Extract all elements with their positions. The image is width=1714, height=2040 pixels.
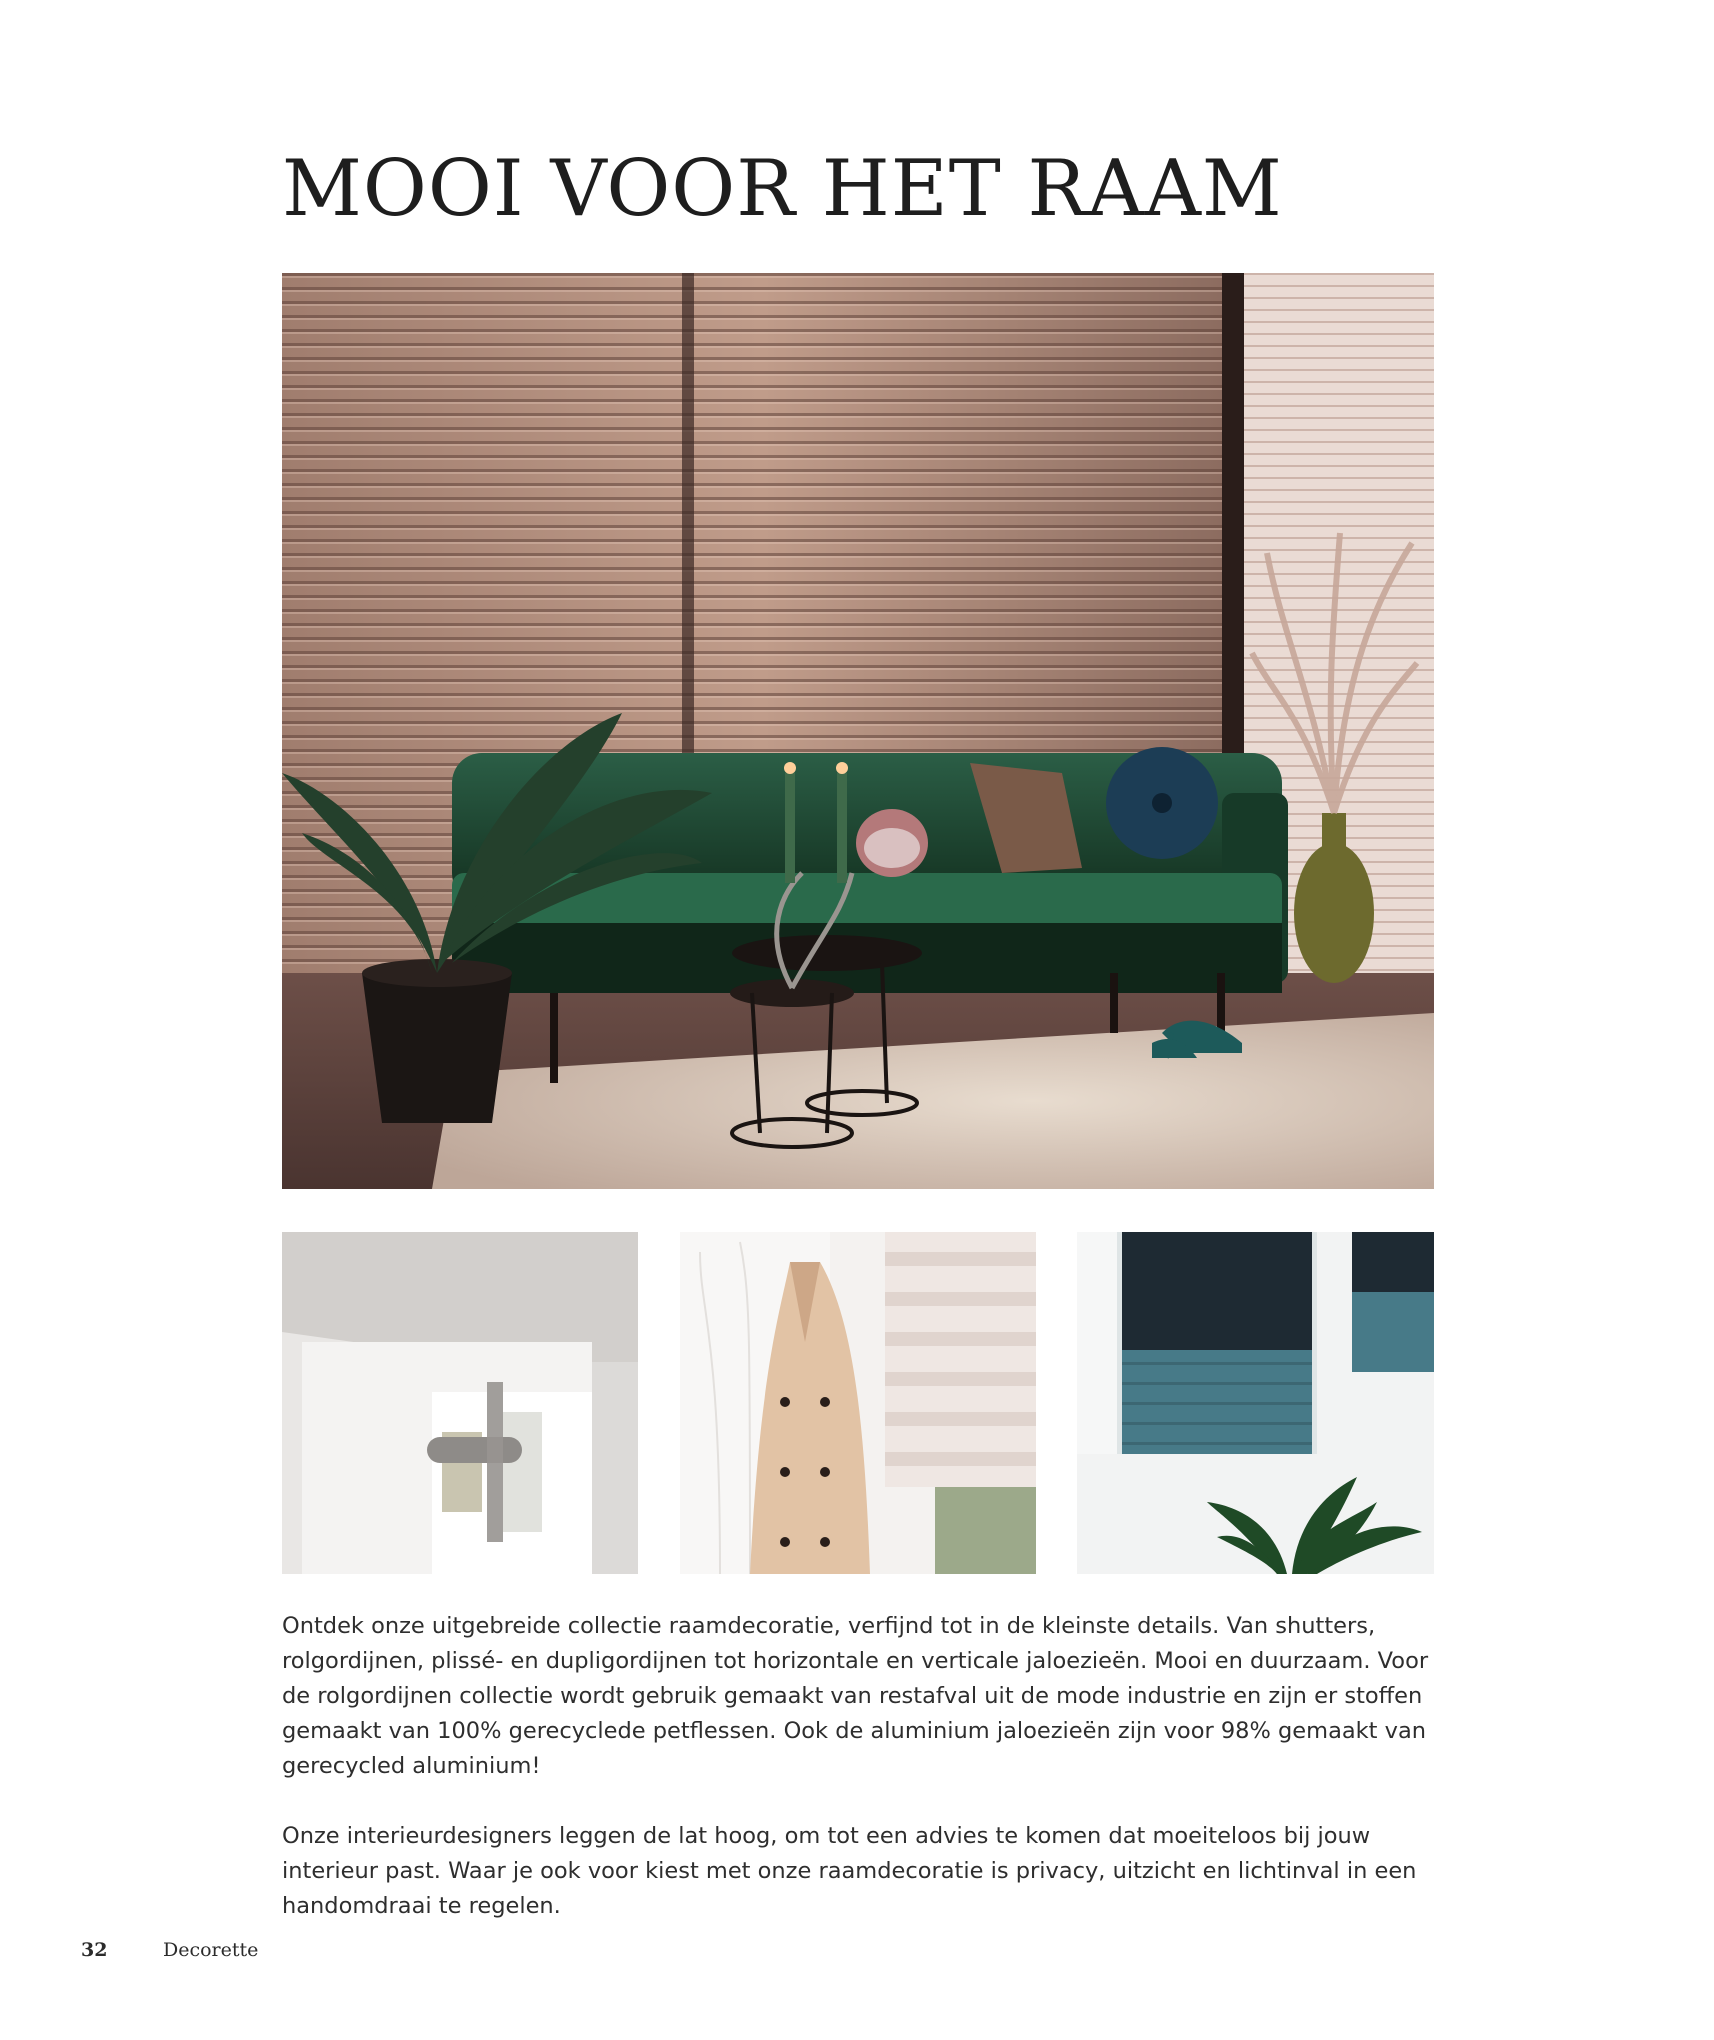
door-handle-photo bbox=[282, 1232, 638, 1574]
thumbnail-door-handle bbox=[282, 1232, 638, 1574]
coat-duo-blind-photo bbox=[680, 1232, 1036, 1574]
thumbnail-coat-blind bbox=[680, 1232, 1036, 1574]
pleated-blind-plant-photo bbox=[1077, 1232, 1434, 1574]
page-number: 32 bbox=[81, 1939, 108, 1961]
intro-paragraph: Ontdek onze uitgebreide collectie raamdecoratie, verfijnd tot in de kleinste details. Van shutters, rolgordijnen, plissé- en dupligordijnen tot horizontale en verticale jaloezieën. Mooi en duurzaam. Voor de rolgordijnen collectie wordt gebruik gemaakt van restafval uit de mode industrie en zijn er stoffen gemaakt van 100% gerecyclede petflessen. Ook de aluminium jaloezieën zijn voor 98% gemaakt van gerecycled aluminium! bbox=[282, 1613, 1429, 1779]
thumbnail-pleated-blind bbox=[1077, 1232, 1434, 1574]
page-title: MOOI VOOR HET RAAM bbox=[282, 144, 1283, 234]
body-text bbox=[282, 1609, 1442, 1959]
brand-name: Decorette bbox=[163, 1939, 259, 1961]
hero-photo bbox=[282, 273, 1434, 1189]
designers-paragraph: Onze interieurdesigners leggen de lat hoog, om tot een advies te komen dat moeiteloos bij jouw interieur past. Waar je ook voor kiest met onze raamdecoratie is privacy, uitzicht en lichtinval in een handomdraai te regelen. bbox=[282, 1823, 1417, 1919]
living-room-blinds-photo bbox=[282, 273, 1434, 1189]
